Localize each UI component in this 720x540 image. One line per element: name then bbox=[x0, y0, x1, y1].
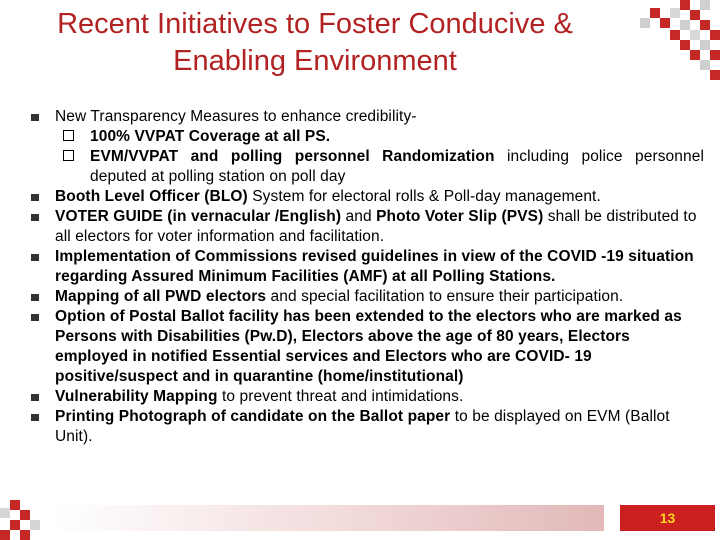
item-bold-text: Booth Level Officer (BLO) bbox=[55, 188, 248, 205]
page-number: 13 bbox=[659, 510, 676, 526]
item-text: and special facilitation to ensure their participation. bbox=[266, 288, 624, 305]
sub-item-bold-text: 100% VVPAT Coverage at all PS. bbox=[90, 128, 331, 145]
page-number-box bbox=[620, 505, 715, 531]
bullet-list bbox=[24, 107, 704, 447]
bullet-square-icon bbox=[31, 394, 39, 401]
item-text: System for electoral rolls & Poll-day management. bbox=[247, 188, 601, 205]
sub-item-text: including police personnel deputed at polling station on poll day bbox=[90, 148, 704, 185]
item-text: New Transparency Measures to enhance credibility- bbox=[55, 108, 417, 125]
footer-gradient-bar bbox=[52, 505, 604, 531]
slide-title-line-2: Enabling Environment bbox=[173, 45, 457, 77]
list-item bbox=[24, 187, 704, 207]
item-bold-text: Printing Photograph of candidate on the Ballot paper bbox=[55, 408, 451, 425]
checkbox-square-icon bbox=[63, 130, 74, 141]
bullet-square-icon bbox=[31, 414, 39, 421]
corner-decoration-bottom-left bbox=[0, 500, 50, 540]
list-item bbox=[24, 407, 704, 447]
item-text: and bbox=[341, 208, 377, 225]
corner-decoration-top-right bbox=[640, 0, 720, 80]
bullet-square-icon bbox=[31, 294, 39, 301]
item-text: to prevent threat and intimidations. bbox=[217, 388, 464, 405]
checkbox-square-icon bbox=[63, 150, 74, 161]
list-item bbox=[24, 207, 704, 247]
bullet-square-icon bbox=[31, 314, 39, 321]
list-item bbox=[24, 107, 704, 127]
list-item bbox=[24, 307, 704, 387]
sub-list-item bbox=[55, 147, 704, 187]
bullet-square-icon bbox=[31, 254, 39, 261]
item-bold-text: Option of Postal Ballot facility has been extended to the electors who are marked as Persons with Disabilities (Pw.D), Electors above the age of 80 years, Electors employed in notified Essential services and Electors who are COVID- 19 positive/suspect and in quarantine (home/institutional) bbox=[55, 308, 682, 385]
item-bold-text: Mapping of all PWD electors bbox=[55, 288, 267, 305]
item-bold-text: Implementation of Commissions revised guidelines in view of the COVID -19 situation regarding Assured Minimum Facilities (AMF) at all Polling Stations. bbox=[55, 248, 694, 285]
list-item bbox=[24, 247, 704, 287]
list-item bbox=[24, 387, 704, 407]
slide-title-line-1: Recent Initiatives to Foster Conducive & bbox=[57, 8, 573, 40]
bullet-square-icon bbox=[31, 194, 39, 201]
bullet-square-icon bbox=[31, 114, 39, 121]
sub-item-bold-text: EVM/VVPAT and polling personnel Randomization bbox=[90, 148, 495, 165]
item-text: shall be distributed to all electors for voter information and facilitation. bbox=[55, 208, 697, 245]
sub-list-item bbox=[55, 127, 704, 147]
item-bold-text: Photo Voter Slip (PVS) bbox=[376, 208, 544, 225]
item-bold-text: Vulnerability Mapping bbox=[55, 388, 218, 405]
bullet-square-icon bbox=[31, 214, 39, 221]
item-text: to be displayed on EVM (Ballot Unit). bbox=[55, 408, 670, 445]
item-bold-text: VOTER GUIDE (in vernacular /English) bbox=[55, 208, 342, 225]
list-item bbox=[24, 287, 704, 307]
slide-title bbox=[0, 6, 630, 80]
